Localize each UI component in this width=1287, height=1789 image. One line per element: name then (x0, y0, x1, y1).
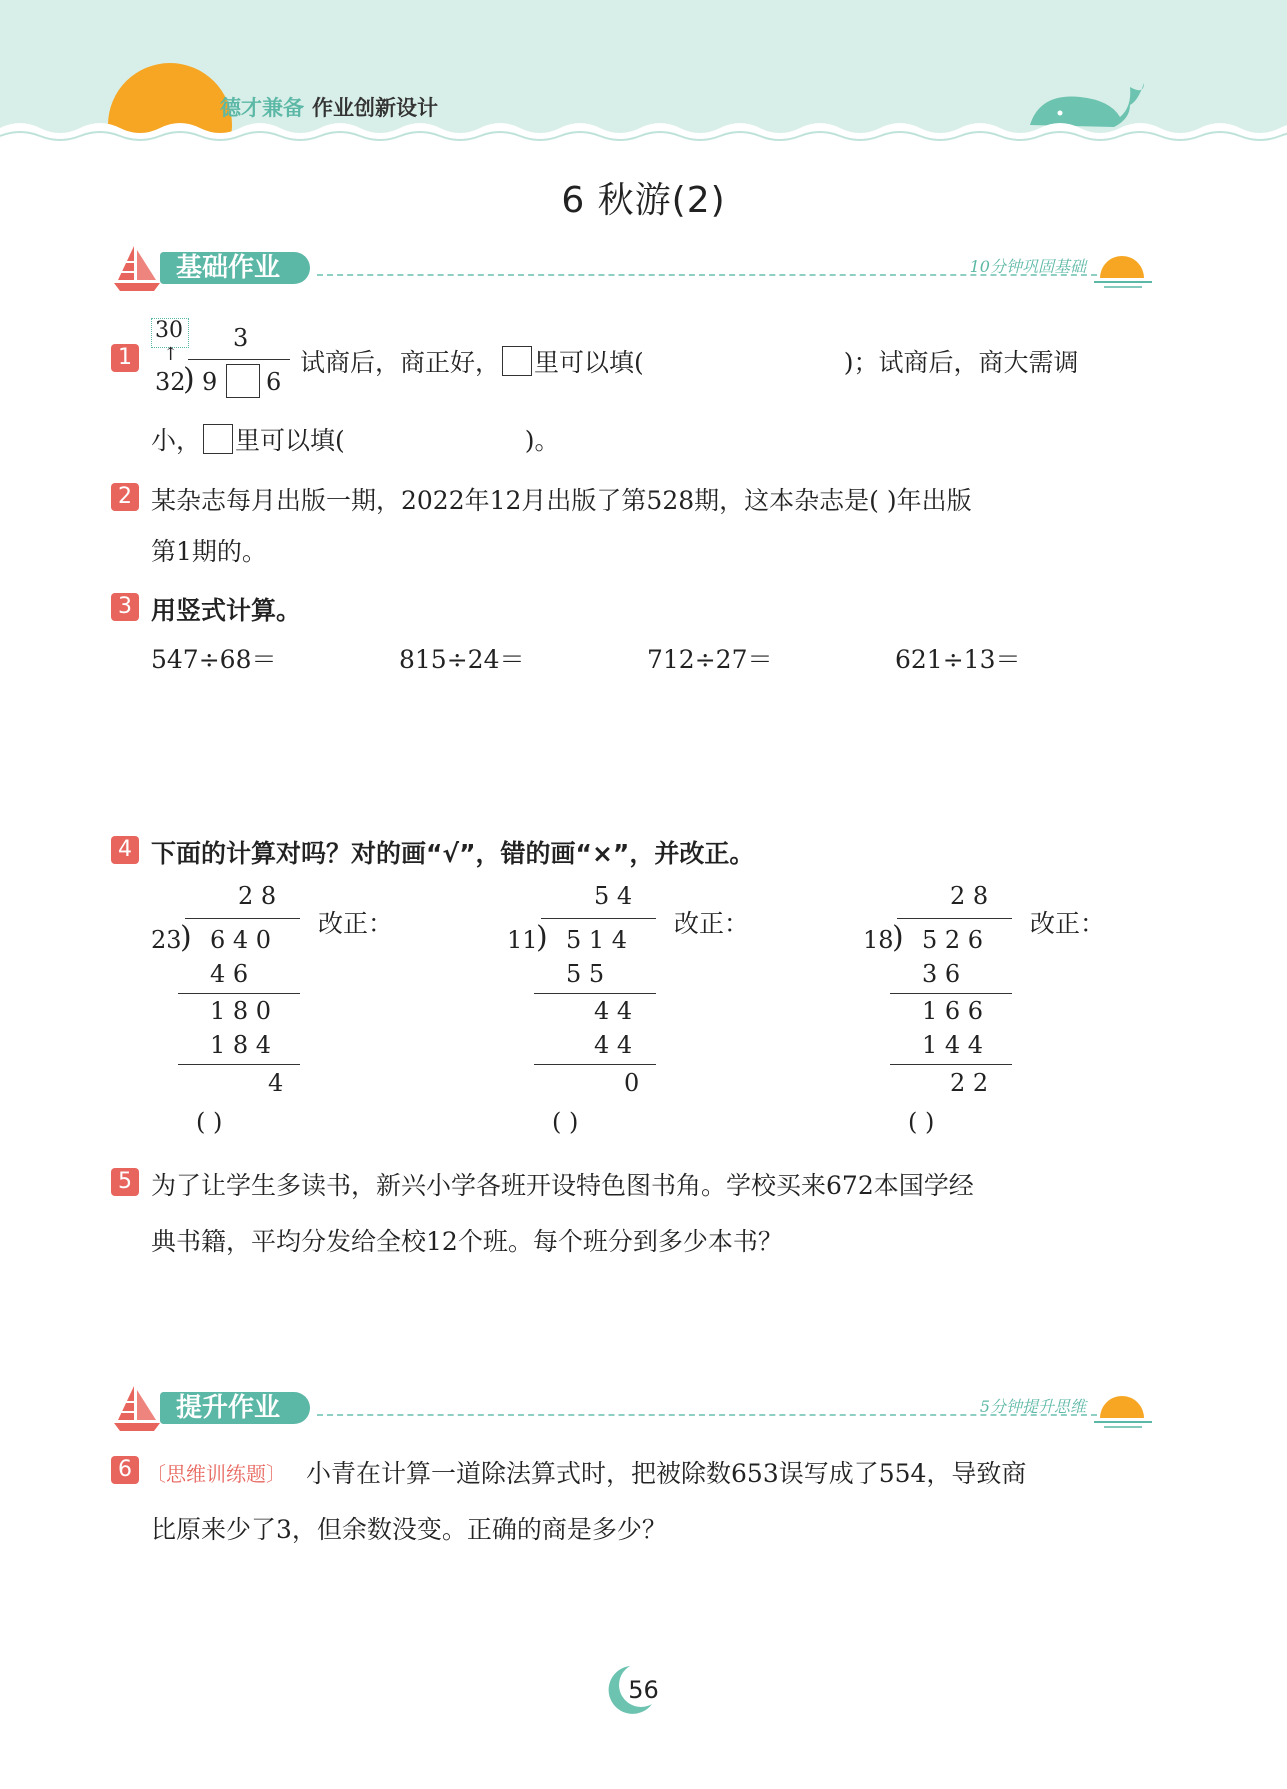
judgement-blank[interactable]: ( ) (908, 1108, 935, 1136)
q6-tag: 〔思维训练题〕 (146, 1462, 286, 1486)
partial-product: 4 4 (594, 1031, 633, 1059)
remainder-step: 1 6 6 (922, 997, 984, 1025)
q1-digit-1: 9 (202, 368, 218, 396)
q3-item-2: 815÷24＝ (399, 645, 525, 674)
dividend: 5 2 6 (922, 926, 984, 954)
partial-product: 5 5 (566, 960, 605, 988)
page-title: 6 秋游(2) (561, 180, 726, 221)
q1-text-d: 小， (151, 426, 202, 455)
long-division-3 (862, 880, 1162, 1140)
sailboat-icon (112, 242, 162, 292)
rule (534, 993, 656, 994)
section-tag-basic: 基础作业 (160, 252, 310, 284)
page-number: 56 (628, 1676, 659, 1704)
division-bar (185, 918, 300, 919)
q2-line2: 第1期的。 (151, 537, 267, 566)
sunset-icon (1094, 252, 1152, 292)
q1-digit-3: 6 (266, 368, 282, 396)
q5-line2: 典书籍，平均分发给全校12个班。每个班分到多少本书？ (151, 1227, 783, 1256)
judgement-blank[interactable]: ( ) (552, 1108, 579, 1136)
partial-product: 1 4 4 (922, 1031, 984, 1059)
dividend: 5 1 4 (566, 926, 628, 954)
divisor: 23 (151, 926, 182, 954)
quotient: 2 8 (238, 882, 277, 910)
rule (890, 993, 1012, 994)
question-number: 2 (111, 483, 139, 511)
trial-estimate: 30 (155, 318, 183, 343)
brand-dark: 作业创新设计 (312, 96, 438, 120)
brand-title (220, 92, 438, 122)
q1-text-a: 试商后，商正好， (300, 348, 501, 377)
header-decoration (0, 0, 1287, 150)
quotient: 5 4 (594, 882, 633, 910)
brand-green: 德才兼备 (220, 96, 304, 120)
remainder-step: 1 8 0 (210, 997, 272, 1025)
question-number: 6 (111, 1456, 139, 1484)
final-remainder: 0 (624, 1069, 640, 1097)
q1-text-e: 里可以填( (235, 426, 345, 455)
division-bar (188, 359, 290, 360)
division-bracket: ) (180, 920, 192, 955)
q3-title: 用竖式计算。 (151, 596, 302, 625)
q2-line1: 某杂志每月出版一期，2022年12月出版了第528期，这本杂志是( )年出版 (151, 486, 972, 515)
answer-box-inline[interactable] (203, 424, 233, 454)
q1-divisor: 32 (155, 368, 186, 396)
final-remainder: 2 2 (950, 1069, 989, 1097)
q1-text-c: )；试商后，商大需调 (843, 348, 1079, 377)
partial-product: 4 6 (210, 960, 249, 988)
rule (534, 1064, 656, 1065)
division-bracket: ) (892, 920, 904, 955)
sunset-icon (1094, 1392, 1152, 1432)
section-bar-basic (112, 242, 1152, 294)
judgement-blank[interactable]: ( ) (196, 1108, 223, 1136)
section-time-note: 5分钟提升思维 (979, 1397, 1086, 1416)
q3-item-3: 712÷27＝ (647, 645, 773, 674)
division-bar (541, 918, 656, 919)
rule (178, 993, 300, 994)
section-time-note: 10分钟巩固基础 (969, 257, 1086, 276)
sailboat-icon (112, 1382, 162, 1432)
correction-label: 改正： (1030, 909, 1106, 938)
page-header-banner (0, 0, 1287, 150)
section-tag-advanced: 提升作业 (160, 1392, 310, 1424)
quotient: 2 8 (950, 882, 989, 910)
rule (890, 1064, 1012, 1065)
long-division-2 (506, 880, 806, 1140)
division-bracket: ) (183, 362, 195, 397)
division-bracket: ) (536, 920, 548, 955)
answer-box-inline[interactable] (502, 346, 532, 376)
q4-title: 下面的计算对吗？对的画“√”，错的画“×”，并改正。 (151, 839, 755, 868)
divisor: 18 (863, 926, 894, 954)
long-division-1 (150, 880, 450, 1140)
question-number: 1 (111, 344, 139, 372)
q1-line1 (300, 343, 1079, 379)
q1-text-f: )。 (524, 426, 560, 455)
correction-label: 改正： (674, 909, 750, 938)
q3-item-1: 547÷68＝ (151, 645, 277, 674)
q1-text-b: 里可以填( (534, 348, 644, 377)
q6-line2: 比原来少了3，但余数没变。正确的商是多少？ (151, 1515, 667, 1544)
up-arrow-icon: ↑ (163, 344, 179, 365)
correction-label: 改正： (318, 909, 394, 938)
question-number: 4 (111, 836, 139, 864)
section-bar-advanced (112, 1382, 1152, 1434)
question-number: 3 (111, 593, 139, 621)
partial-product: 1 8 4 (210, 1031, 272, 1059)
partial-product: 3 6 (922, 960, 961, 988)
q1-line2 (151, 421, 560, 457)
q5-line1: 为了让学生多读书，新兴小学各班开设特色图书角。学校买来672本国学经 (151, 1171, 974, 1200)
remainder-step: 4 4 (594, 997, 633, 1025)
divisor: 11 (507, 926, 538, 954)
q6-line1: 小青在计算一道除法算式时，把被除数653误写成了554，导致商 (306, 1459, 1027, 1488)
final-remainder: 4 (268, 1069, 284, 1097)
q1-quotient: 3 (233, 324, 249, 352)
whale-icon (1030, 83, 1144, 127)
rule (178, 1064, 300, 1065)
q3-item-4: 621÷13＝ (895, 645, 1021, 674)
dividend: 6 4 0 (210, 926, 272, 954)
answer-box[interactable] (226, 364, 260, 398)
division-bar (897, 918, 1012, 919)
question-number: 5 (111, 1168, 139, 1196)
